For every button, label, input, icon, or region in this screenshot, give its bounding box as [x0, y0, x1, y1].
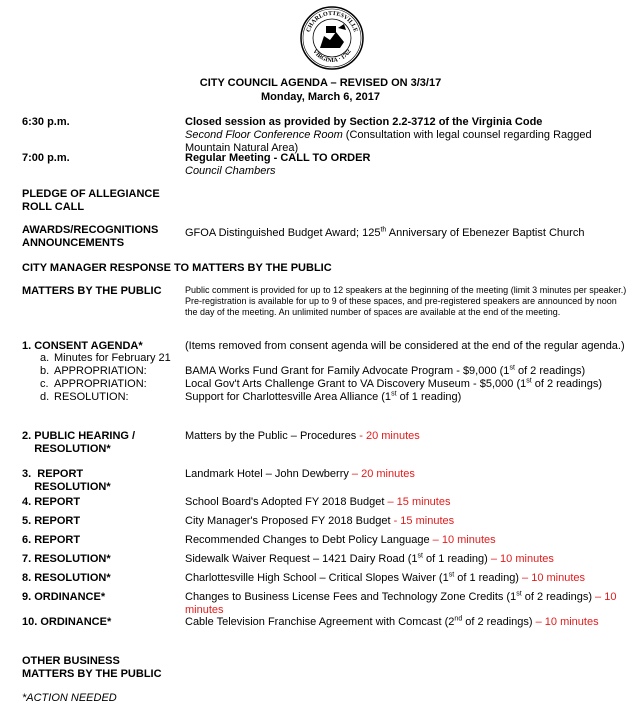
agenda-title: CITY COUNCIL AGENDA – REVISED ON 3/3/17	[199, 77, 442, 89]
consent-agenda-note: (Items removed from consent agenda will be considered at the end of the regular agenda.)	[185, 340, 625, 352]
consent-agenda-label: 1. CONSENT AGENDA*	[22, 340, 143, 352]
closed-session-detail: Second Floor Conference Room (Consultation with legal counsel regarding Ragged Mountain Natural Area)	[185, 129, 592, 154]
svg-text:CHARLOTTESVILLE: CHARLOTTESVILLE	[305, 10, 359, 34]
regular-meeting-heading: Regular Meeting - CALL TO ORDER	[185, 152, 371, 164]
regular-meeting-time: 7:00 p.m.	[22, 152, 70, 164]
closed-session-heading: Closed session as provided by Section 2.2-3712 of the Virginia Code	[185, 116, 543, 128]
meeting-date: Monday, March 6, 2017	[260, 91, 380, 103]
matters-text: Public comment is provided for up to 12 speakers at the beginning of the meeting (limit 3 minutes per speaker.) Pre-registration is available for up to 9 of these spaces, and pre-registered speakers are announced by noon the day of the meeting. An unlimited number of spaces are available at the end of the meeting.	[185, 285, 627, 317]
svg-text:VIRGINIA · 1762: VIRGINIA · 1762	[311, 48, 353, 65]
closed-session-time: 6:30 p.m.	[22, 116, 70, 128]
awards-text: GFOA Distinguished Budget Award; 125th Anniversary of Ebenezer Baptist Church	[185, 226, 585, 239]
footer-note: *ACTION NEEDED	[22, 692, 117, 704]
regular-meeting-location: Council Chambers	[185, 165, 276, 177]
city-seal-logo	[300, 6, 364, 70]
